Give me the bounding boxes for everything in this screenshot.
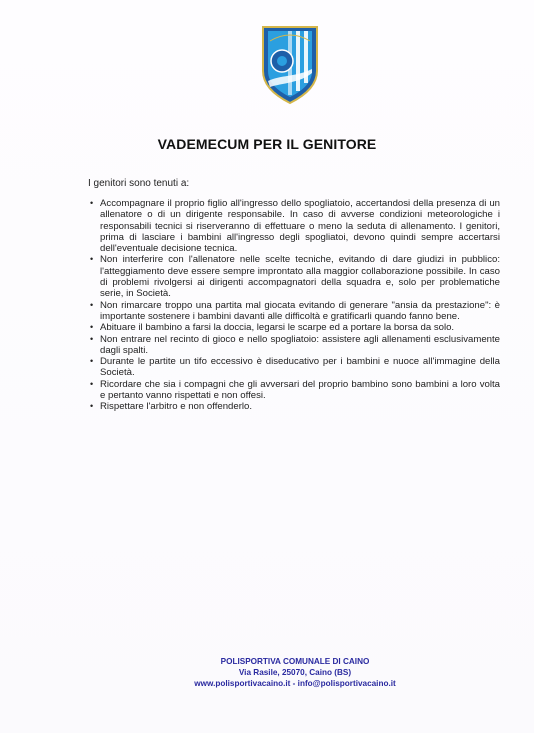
list-item-text: Accompagnare il proprio figlio all'ingresso dello spogliatoio, accertandosi della presenza di un allenatore o di un dirigente responsabile. In caso di avverse condizioni meteorologiche i responsabili tecnici si riserveranno di effettuare o meno la seduta di allenamento. I genitori, prima di lasciare i bambini all'ingresso degli spogliatoi, devono quindi sempre accertarsi dell'eventuale decisione tecnica. xyxy=(100,198,500,255)
bullet-icon: • xyxy=(90,254,94,265)
bullet-icon: • xyxy=(90,401,94,412)
list-item-text: Abituare il bambino a farsi la doccia, legarsi le scarpe ed a portare la borsa da solo. xyxy=(100,322,455,334)
list-item-text: Non rimarcare troppo una partita mal giocata evitando di generare "ansia da prestazione": è importante sostenere i bambini davanti alle difficoltà e gratificarli quando fanno bene. xyxy=(100,299,500,322)
club-crest-logo xyxy=(260,25,320,105)
bullet-icon: • xyxy=(90,299,94,310)
list-item xyxy=(88,254,500,299)
list-item xyxy=(88,300,500,323)
intro-text: I genitori sono tenuti a: xyxy=(88,178,190,189)
footer-address: Via Rasile, 25070, Caino (BS) xyxy=(238,668,352,677)
page-title: VADEMECUM PER IL GENITORE xyxy=(157,136,377,152)
list-item-text: Durante le partite un tifo eccessivo è diseducativo per i bambini e nuoce all'immagine della Società. xyxy=(100,356,500,379)
footer-contact xyxy=(160,656,430,689)
list-item xyxy=(88,379,500,402)
bullet-icon: • xyxy=(90,378,94,389)
bullet-icon: • xyxy=(90,333,94,344)
list-item xyxy=(88,322,500,333)
rules-list xyxy=(88,198,500,413)
list-item-text: Rispettare l'arbitro e non offenderlo. xyxy=(100,401,253,413)
bullet-icon: • xyxy=(90,322,94,333)
bullet-icon: • xyxy=(90,198,94,208)
list-item xyxy=(88,334,500,357)
bullet-icon: • xyxy=(90,356,94,367)
list-item xyxy=(88,198,500,254)
footer-org-name: POLISPORTIVA COMUNALE DI CAINO xyxy=(220,657,370,666)
list-item-text: Non interferire con l'allenatore nelle scelte tecniche, evitando di dare giudizi in pubblico: l'atteggiamento deve essere sempre improntato alla maggior collaborazione possibile. In caso di problemi rivolgersi ai dirigenti accompagnatori della squadra e, solo per problematiche serie, in Società. xyxy=(100,254,500,300)
footer-web-link[interactable]: www.polisportivacaino.it - info@polisportivacaino.it xyxy=(194,679,396,688)
list-item xyxy=(88,356,500,379)
list-item xyxy=(88,401,500,412)
list-item-text: Ricordare che sia i compagni che gli avversari del proprio bambino sono bambini a loro volta e pertanto vanno rispettati e non offesi. xyxy=(100,378,500,402)
list-item-text: Non entrare nel recinto di gioco e nello spogliatoio: assistere agli allenamenti esclusivamente dagli spalti. xyxy=(100,333,500,356)
